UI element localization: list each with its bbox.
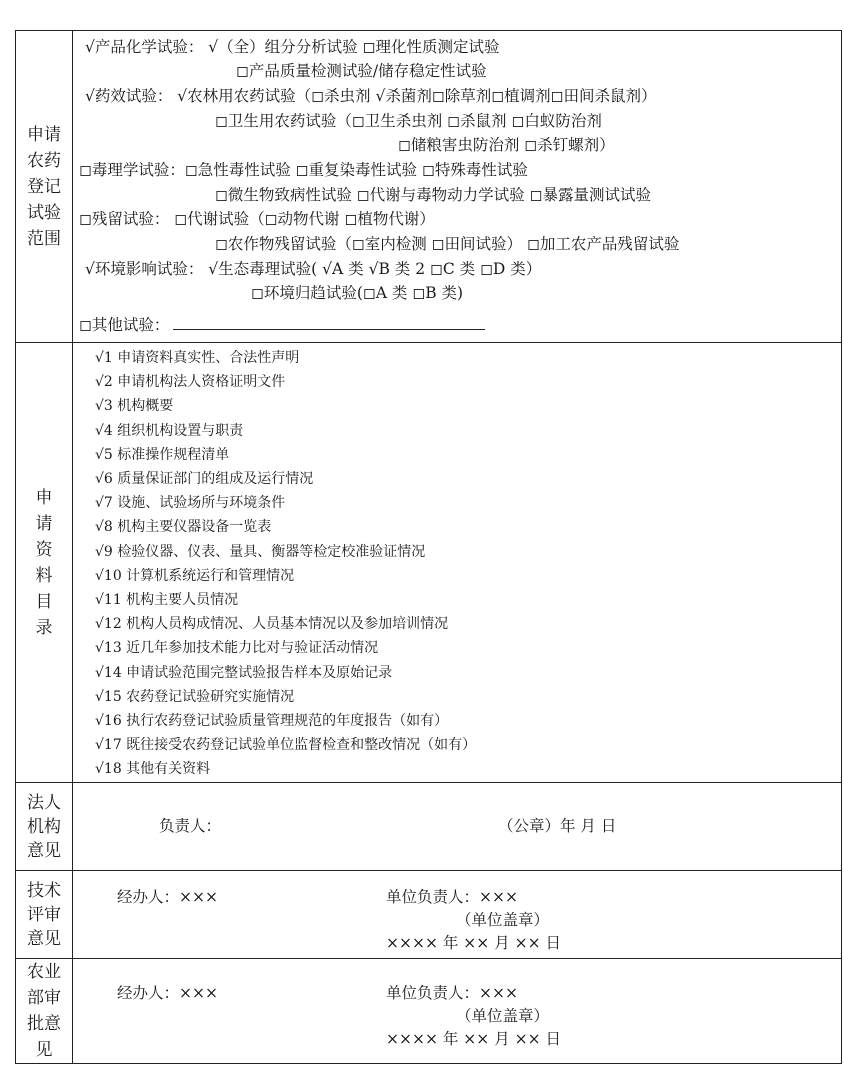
material-item: √13 近几年参加技术能力比对与验证活动情况 (95, 640, 379, 657)
ministry-date: ×××× 年 ×× 月 ×× 日 (386, 1030, 562, 1048)
materials-content (73, 343, 842, 783)
material-item: √6 质量保证部门的组成及运行情况 (95, 471, 314, 487)
material-item: √11 机构主要人员情况 (95, 592, 239, 608)
scope-line: ◻环境归趋试验(◻A 类 ◻B 类) (251, 284, 464, 302)
legal-person: 负责人： (159, 817, 222, 835)
material-item: √12 机构人员构成情况、人员基本情况以及参加培训情况 (95, 616, 449, 633)
tech-content (73, 871, 842, 959)
scope-line: ◻产品质量检测试验/储存稳定性试验 (236, 62, 487, 80)
legal-label: 法人机构意见 (16, 783, 73, 871)
scope-line: ◻卫生用农药试验（◻卫生杀虫剂 ◻杀鼠剂 ◻白蚁防治剂 (215, 112, 602, 130)
legal-content (73, 783, 842, 871)
scope-label: 申请农药登记试验范围 (16, 31, 73, 343)
scope-content (73, 31, 842, 343)
material-item: √2 申请机构法人资格证明文件 (95, 374, 286, 391)
tech-date: ×××× 年 ×× 月 ×× 日 (386, 934, 562, 952)
tech-unit-seal: （单位盖章） (456, 911, 550, 929)
legal-seal-date: （公章）年 月 日 (498, 817, 617, 835)
tech-label: 技术评审意见 (16, 871, 73, 959)
ministry-unit-head: 单位负责人：××× (386, 984, 518, 1002)
material-item: √16 执行农药登记试验质量管理规范的年度报告（如有） (95, 713, 449, 729)
material-item: √7 设施、试验场所与环境条件 (95, 495, 286, 512)
material-item: √14 申请试验范围完整试验报告样本及原始记录 (95, 664, 393, 681)
scope-line: √药效试验： √农林用农药试验（◻杀虫剂 √杀菌剂◻除草剂◻植调剂◻田间杀鼠剂） (85, 87, 657, 105)
material-item: √1 申请资料真实性、合法性声明 (95, 350, 300, 366)
material-item: √9 检验仪器、仪表、量具、衡器等检定校准验证情况 (95, 543, 426, 560)
material-item: √10 计算机系统运行和管理情况 (95, 567, 295, 584)
application-form-table (15, 30, 842, 1064)
material-item: √4 组织机构设置与职责 (95, 422, 244, 439)
tech-unit-head: 单位负责人：××× (386, 888, 518, 906)
material-item: √18 其他有关资料 (95, 761, 211, 778)
scope-line: ◻微生物致病性试验 ◻代谢与毒物动力学试验 ◻暴露量测试试验 (215, 186, 651, 204)
other-test-line: ◻其他试验： (79, 313, 485, 335)
material-item: √15 农药登记试验研究实施情况 (95, 688, 295, 705)
ministry-unit-seal: （单位盖章） (456, 1007, 550, 1025)
scope-line: ◻农作物残留试验（◻室内检测 ◻田间试验） ◻加工农产品残留试验 (215, 235, 680, 253)
ministry-label: 农业部审批意见 (16, 959, 73, 1064)
scope-line: √产品化学试验： √（全）组分分析试验 ◻理化性质测定试验 (85, 38, 500, 56)
scope-line: √环境影响试验： √生态毒理试验( √A 类 √B 类 2 ◻C 类 ◻D 类） (85, 260, 542, 278)
ministry-content (73, 959, 842, 1064)
material-item: √8 机构主要仪器设备一览表 (95, 519, 272, 536)
blank-underline (173, 315, 485, 330)
material-item: √5 标准操作规程清单 (95, 446, 230, 463)
scope-line: ◻残留试验： ◻代谢试验（◻动物代谢 ◻植物代谢） (79, 210, 435, 228)
scope-line: ◻储粮害虫防治剂 ◻杀钉螺剂） (398, 136, 615, 154)
ministry-handler: 经办人：××× (117, 984, 218, 1002)
scope-line: ◻毒理学试验：◻急性毒性试验 ◻重复染毒性试验 ◻特殊毒性试验 (79, 161, 528, 179)
materials-label: 申请资料目录 (16, 343, 73, 783)
material-item: √17 既往接受农药登记试验单位监督检查和整改情况（如有） (95, 737, 477, 754)
material-item: √3 机构概要 (95, 398, 174, 415)
tech-handler: 经办人：××× (117, 888, 218, 906)
